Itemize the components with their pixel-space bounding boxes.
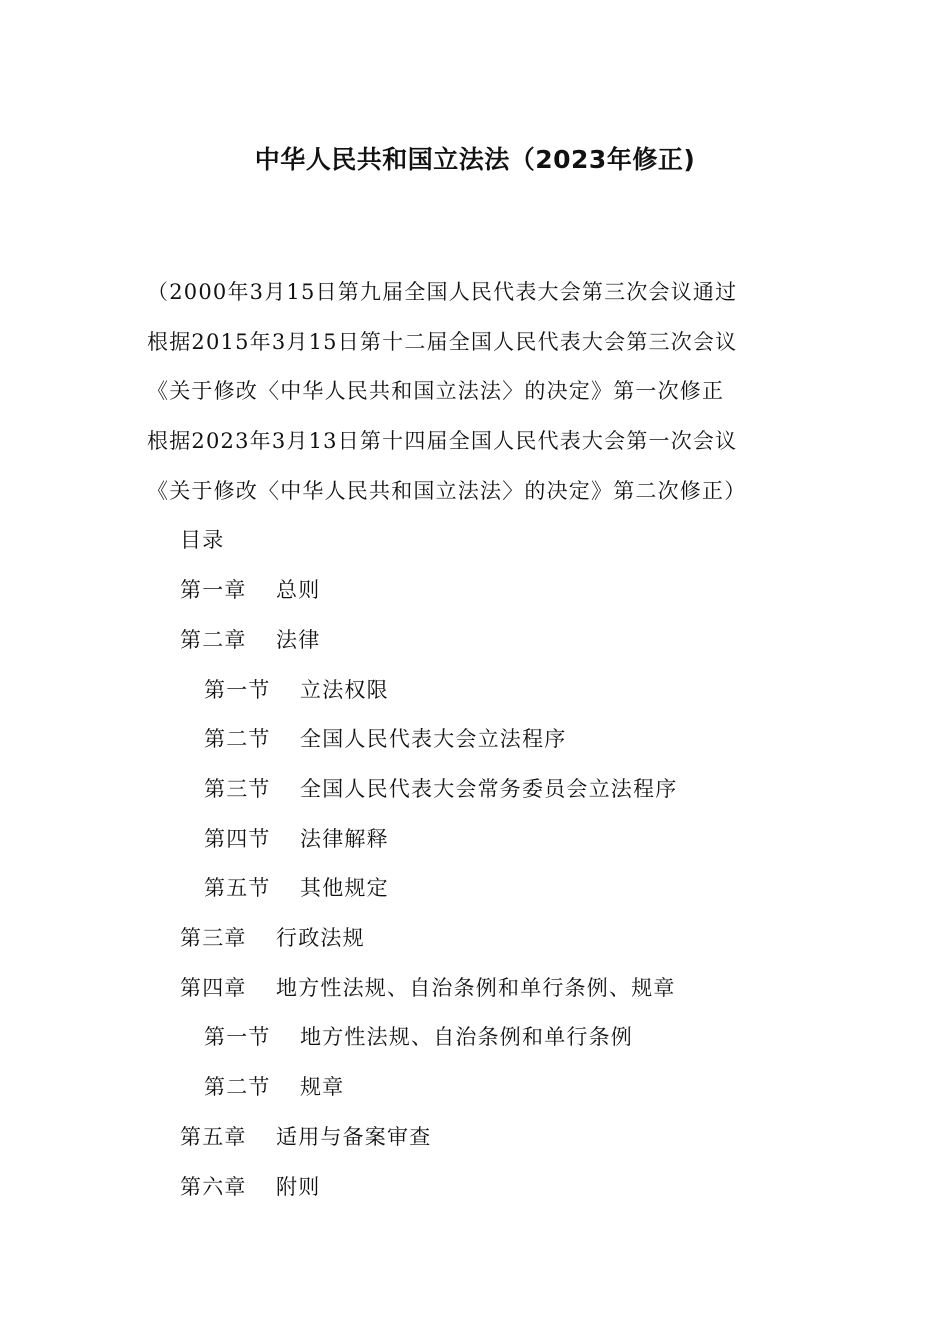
toc-entry-number: 第四节 (204, 827, 271, 851)
toc-entry-number: 第二章 (180, 628, 247, 652)
toc-entry-number: 第一节 (204, 1025, 271, 1049)
preamble-line: 根据2015年3月15日第十二届全国人民代表大会第三次会议 (147, 330, 738, 354)
toc-chapter-entry (180, 973, 676, 1003)
toc-entry-number: 第五节 (204, 876, 271, 900)
toc-entry-title: 行政法规 (276, 926, 365, 950)
preamble-line: 根据2023年3月13日第十四届全国人民代表大会第一次会议 (147, 429, 738, 453)
toc-entry-number: 第六章 (180, 1175, 247, 1199)
document-title: 中华人民共和国立法法（2023年修正) (254, 145, 696, 174)
toc-heading: 目录 (180, 528, 225, 552)
toc-section-entry (204, 774, 677, 804)
toc-entry-title: 附则 (276, 1175, 321, 1199)
preamble-line: 《关于修改〈中华人民共和国立法法〉的决定》第二次修正） (147, 479, 747, 503)
toc-section-entry (204, 724, 566, 754)
toc-entry-number: 第一章 (180, 578, 247, 602)
toc-entry-number: 第二节 (204, 1075, 271, 1099)
toc-chapter-entry (180, 1172, 320, 1202)
toc-chapter-entry (180, 625, 320, 655)
toc-entry-title: 总则 (276, 578, 321, 602)
preamble-line: 《关于修改〈中华人民共和国立法法〉的决定》第一次修正 (147, 379, 725, 403)
toc-chapter-entry (180, 1122, 431, 1152)
toc-entry-number: 第四章 (180, 976, 247, 1000)
toc-entry-title: 规章 (300, 1075, 345, 1099)
toc-entry-title: 全国人民代表大会常务委员会立法程序 (300, 777, 678, 801)
toc-entry-title: 地方性法规、自治条例和单行条例 (300, 1025, 633, 1049)
preamble-line: （2000年3月15日第九届全国人民代表大会第三次会议通过 (147, 280, 738, 304)
toc-entry-title: 全国人民代表大会立法程序 (300, 727, 567, 751)
toc-section-entry (204, 1072, 344, 1102)
toc-entry-title: 适用与备案审查 (276, 1125, 432, 1149)
toc-section-entry (204, 675, 389, 705)
toc-entry-title: 其他规定 (300, 876, 389, 900)
toc-chapter-entry (180, 923, 365, 953)
toc-entry-number: 第三节 (204, 777, 271, 801)
toc-chapter-entry (180, 575, 320, 605)
toc-entry-number: 第一节 (204, 678, 271, 702)
toc-entry-number: 第三章 (180, 926, 247, 950)
toc-section-entry (204, 1022, 633, 1052)
toc-entry-title: 地方性法规、自治条例和单行条例、规章 (276, 976, 676, 1000)
toc-entry-number: 第二节 (204, 727, 271, 751)
toc-entry-title: 法律解释 (300, 827, 389, 851)
toc-section-entry (204, 873, 389, 903)
toc-section-entry (204, 824, 389, 854)
toc-entry-title: 法律 (276, 628, 321, 652)
toc-entry-title: 立法权限 (300, 678, 389, 702)
toc-entry-number: 第五章 (180, 1125, 247, 1149)
